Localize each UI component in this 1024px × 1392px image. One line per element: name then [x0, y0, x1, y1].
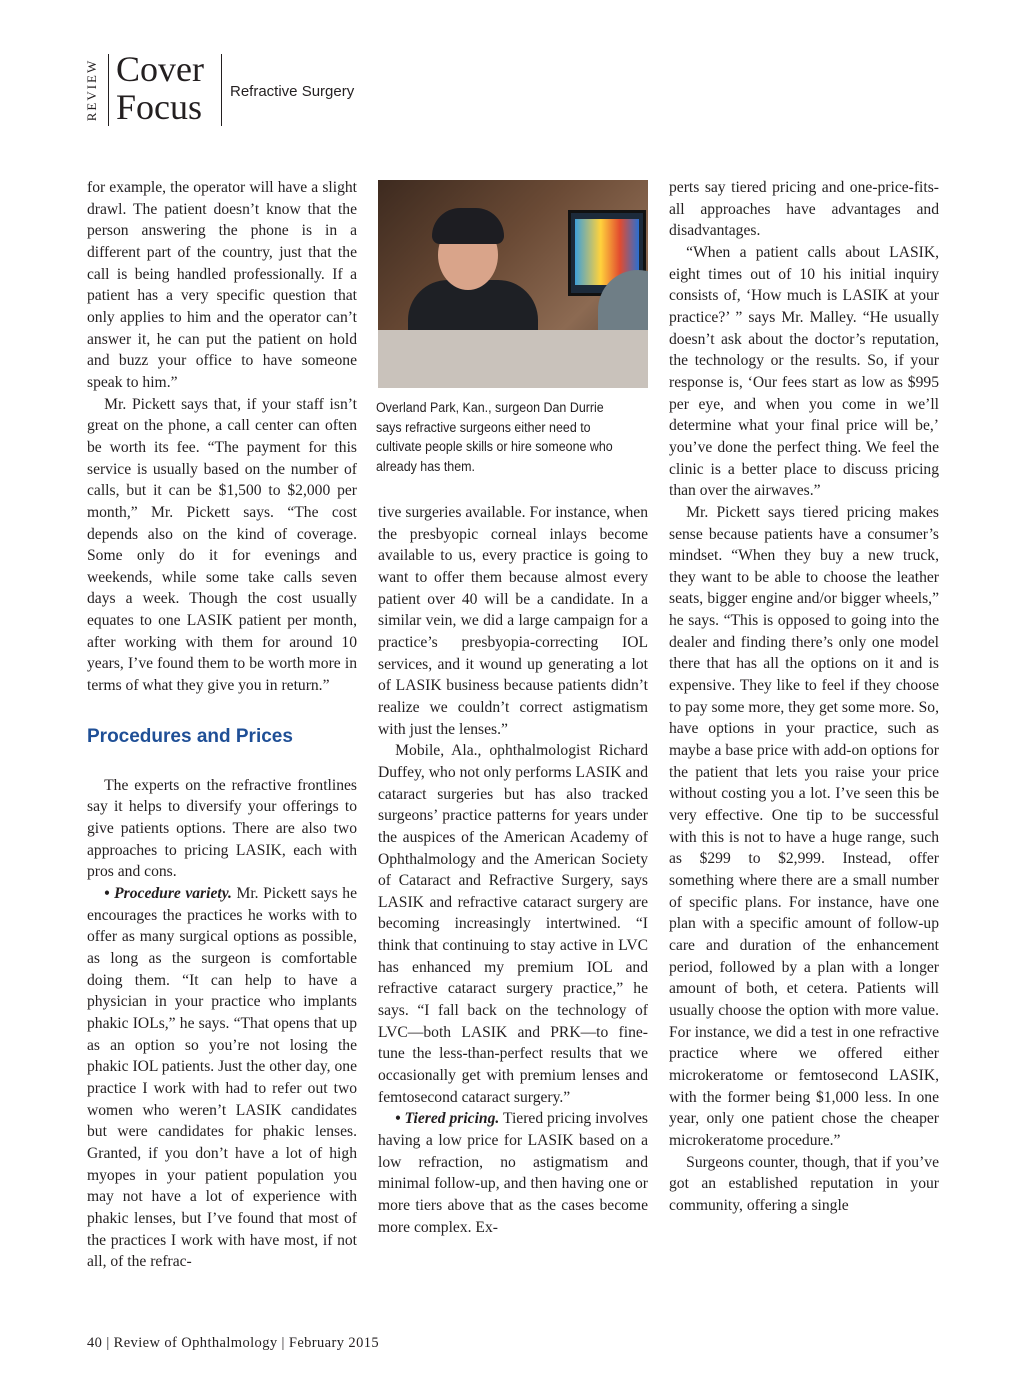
section-label-vertical [82, 52, 102, 128]
paragraph: tive surgeries available. For instance, when the presbyopic corneal inlays become available to us, every practice is going to want to offer them because almost every patient over 40 will be a candidate. In a similar vein, we did a large campaign for a practice’s presbyopia-correcting IOL services, and it wound up generating a lot of LASIK business because patients didn’t realize we couldn’t correct astigmatism with just the lenses.” [378, 504, 648, 738]
paragraph: The experts on the refractive frontlines say it helps to diversify your offerings to give patients options. There are also two approaches to pricing LASIK, each with pros and cons. [87, 776, 357, 881]
review-label: REVIEW [84, 58, 99, 122]
paragraph: perts say tiered pricing and one-price-fits-all approaches have advantages and disadvantages. [669, 179, 939, 240]
article-column-1 [87, 177, 357, 1273]
page-footer: 40 | Review of Ophthalmology | February 2015 [87, 1335, 380, 1351]
section-title-line1: Cover [116, 49, 204, 89]
paragraph-text: Tiered pricing involves having a low price for LASIK based on a low refraction, no astigmatism and minimal follow-up, and then having one or more tiers above that as the cases become more complex. Ex- [378, 1110, 649, 1236]
bullet-label: • Tiered pricing. [395, 1110, 500, 1128]
header-divider [108, 54, 109, 126]
photo-caption: Overland Park, Kan., surgeon Dan Durrie says refractive surgeons either need to cultivate people skills or hire someone who already has them. [376, 400, 613, 474]
paragraph: for example, the operator will have a slight drawl. The patient doesn’t know that the person answering the phone is in a different part of the country, just that the call is being handled professionally. If a patient has a very specific question that only applies to him and the operator can’t answer it, he can put the patient on hold and buzz your office to have someone speak to him.” [87, 179, 357, 391]
paragraph: “When a patient calls about LASIK, eight times out of 10 his initial inquiry consists of, ‘How much is LASIK at your practice?’ ” says Mr. Malley. “He usually doesn’t ask about the doctor’s reputation, the technology or the results. So, if your response is, ‘Our fees start as low as $995 per eye, and when you come in we’ll determine what your final price will be,’ you’ve done the perfect thing. We feel the clinic is a better place to discuss pricing than over the airwaves.” [669, 243, 939, 500]
desk [378, 330, 648, 388]
section-heading: Procedures and Prices [87, 725, 293, 747]
bullet-label: • Procedure variety. [104, 885, 232, 903]
surgical-cap [432, 208, 504, 244]
paragraph-text: Mr. Pickett says he encourages the practices he works with to offer as many surgical options as possible, as long as the surgeon is comfortable doing them. “It can help to have a physician in your practice who implants phakic IOLs,” he says. “That opens that up as an option so you’re not losing the phakic IOL patients. Just the other day, one practice I work with had to refer out two women who weren’t LASIK candidates but were candidates for phakic lenses. Granted, if you don’t have a lot of high myopes in your patient population you may not have a lot of experience with phakic lenses, but I’ve found that most of the practices I work with have most, if not all, of the refrac- [87, 885, 357, 1271]
section-title-line2: Focus [116, 87, 203, 127]
paragraph [378, 1108, 648, 1238]
paragraph: Mr. Pickett says that, if your staff isn’t great on the phone, a call center can often be worth its fee. “The payment for this service is usually based on the number of calls, but it can be $1,500 to $2,000 per month,” Mr. Pickett says. “The cost depends also on the kind of coverage. Some only do it for evenings and weekends, while some take calls seven days a week. Though the cost usually equates to one LASIK patient per month, after working with them for around 10 years, I’ve found them to be worth more in terms of what they give you in return.” [87, 395, 357, 695]
paragraph: Mr. Pickett says tiered pricing makes sense because patients have a consumer’s mindset. “When they buy a new truck, they want to be able to choose the leather seats, bigger engine and/or bigger wheels,” he says. “This is opposed to going into the dealer and finding there’s only one model there that has all the options on it and is expensive. They like to feel if they choose to pay some more, they get some more. So, have options in your practice, such as maybe a base price with add-on options for the patient that lets you raise your price without costing you a lot. I’ve seen this be very effective. One tip to be successful with this is not to have a huge range, such as $299 to $2,999. Instead, offer something where there are a small number of specific plans. For instance, have one plan with a specific amount of follow-up care and duration of the enhancement period, followed by a plan with a longer amount of both, et cetera. Patients will usually choose the option with more value. For instance, we did a test in one refractive practice where we offered either microkeratome or femtosecond LASIK, with the former being $1,000 less. In one year, only one patient chose the cheaper microkeratome procedure.” [669, 503, 939, 1149]
section-title [116, 50, 204, 126]
section-subtitle: Refractive Surgery [230, 83, 355, 100]
paragraph: Surgeons counter, though, that if you’ve got an established reputation in your community, offering a single [669, 1153, 939, 1214]
paragraph: Mobile, Ala., ophthalmologist Richard Duffey, who not only performs LASIK and cataract surgeries but has also tracked surgeons’ practice patterns for years under the auspices of the American Academy of Ophthalmology and the American Society of Cataract and Refractive Surgery, says LASIK and refractive cataract surgery are becoming increasingly intertwined. “I think that continuing to stay active in LVC has enhanced my premium IOL and refractive cataract surgery practice,” he says. “I fall back on the technology of LVC—both LASIK and PRK—to fine-tune the less-than-perfect results that we occasionally get with premium lenses and femtosecond cataract surgery.” [378, 742, 648, 1106]
article-column-2 [378, 502, 648, 1238]
article-column-3 [669, 177, 939, 1217]
header-divider [221, 54, 222, 126]
article-photo [378, 180, 648, 388]
paragraph [87, 883, 357, 1273]
